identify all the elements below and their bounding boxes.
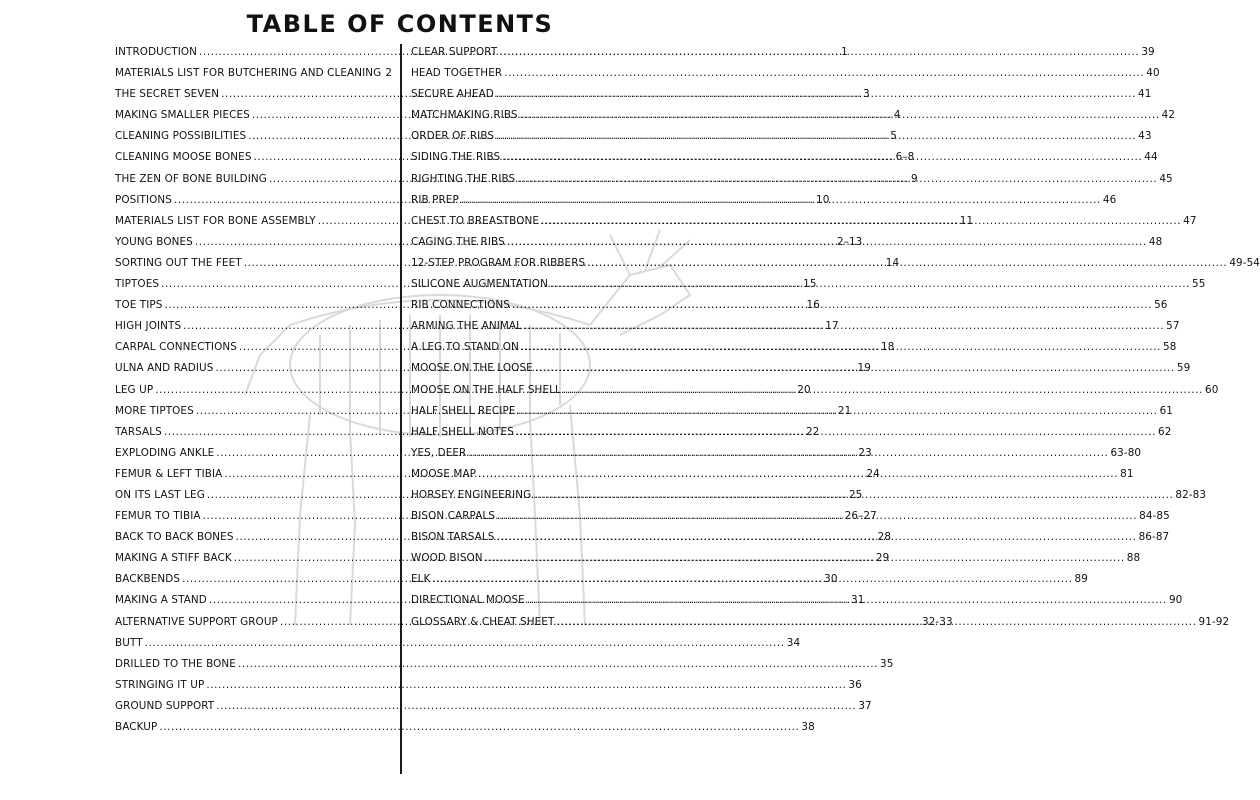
toc-entry-title: BACK TO BACK BONES: [115, 531, 234, 544]
toc-entry-title: TIPTOES: [115, 278, 160, 291]
toc-leader-dots: [507, 236, 1147, 248]
toc-leader-dots: [520, 109, 1160, 121]
toc-entry-page: 23: [858, 446, 872, 459]
toc-entry-page: 90: [1168, 594, 1183, 607]
toc-entry-page: 61: [1159, 404, 1173, 417]
toc-entry-title: SILICONE AUGMENTATION: [411, 278, 548, 291]
toc-entry-title: SIDING THE RIBS: [411, 151, 501, 164]
toc-entry-page: 4: [893, 109, 901, 122]
toc-entry-page: 43: [1138, 130, 1152, 143]
toc-leader-dots: [496, 88, 1136, 100]
toc-leader-dots: [517, 405, 1157, 417]
toc-entry-title: HALF SHELL RECIPE: [411, 404, 516, 417]
toc-entry-title: DRILLED TO THE BONE: [115, 657, 236, 670]
toc-entry-page: 16: [806, 299, 820, 312]
toc-leader-dots: [206, 679, 846, 691]
toc-entry-page: 20: [797, 383, 811, 396]
toc-entry: [115, 699, 872, 721]
toc-entry-page: 35: [880, 657, 894, 670]
toc-entry-page: 63-80: [1110, 446, 1142, 459]
toc-entry-page: 36: [848, 678, 862, 691]
toc-entry-title: THE ZEN OF BONE BUILDING: [115, 172, 267, 185]
toc-entry-title: HORSEY ENGINEERING: [411, 488, 532, 501]
toc-leader-dots: [499, 46, 1139, 58]
toc-entry-page: 17: [825, 320, 839, 333]
toc-entry-page: 88: [1126, 552, 1141, 565]
toc-leader-dots: [521, 341, 1161, 353]
toc-entry-title: ULNA AND RADIUS: [115, 362, 214, 375]
toc-entry-title: FEMUR & LEFT TIBIA: [115, 467, 223, 480]
toc-entry-title: MOOSE MAP: [411, 467, 477, 480]
toc-entry-page: 46: [1102, 193, 1117, 206]
toc-entry-page: 82-83: [1175, 488, 1207, 501]
toc-entry: [411, 88, 1152, 109]
toc-entry-page: 42: [1161, 109, 1176, 122]
toc-entry-page: 2: [385, 67, 393, 80]
toc-entry-page: 25: [848, 488, 863, 501]
toc-entry-title: A LEG TO STAND ON: [411, 341, 519, 354]
toc-leader-dots: [524, 320, 1164, 332]
toc-entry-title: RIB CONNECTIONS: [411, 299, 510, 312]
toc-entry-title: YES, DEER: [411, 446, 467, 459]
toc-entry-page: 5: [890, 130, 897, 143]
toc-entry: [411, 109, 1176, 130]
toc-entry-page: 40: [1146, 67, 1160, 80]
toc-entry-page: 60: [1205, 383, 1219, 396]
toc-entry-page: 55: [1192, 278, 1206, 291]
toc-entry-title: ALTERNATIVE SUPPORT GROUP: [115, 615, 278, 628]
toc-entry-page: 49-54: [1229, 256, 1260, 269]
toc-entry-title: CAGING THE RIBS: [411, 235, 505, 248]
toc-entry-title: MAKING SMALLER PIECES: [115, 109, 250, 122]
toc-entry-page: 2–13: [836, 235, 863, 248]
toc-entry-title: EXPLODING ANKLE: [115, 446, 215, 459]
toc-entry-page: 81: [1120, 467, 1134, 480]
toc-entry-title: MATCHMAKING RIBS: [411, 109, 518, 122]
toc-entry-title: YOUNG BONES: [115, 235, 193, 248]
toc-entry-title: ORDER OF RIBS: [411, 130, 495, 143]
toc-entry-title: 12-STEP PROGRAM FOR RIBBERS: [411, 256, 586, 269]
toc-entry-page: 30: [824, 573, 838, 586]
toc-leader-dots: [497, 510, 1137, 522]
toc-entry-page: 47: [1183, 214, 1197, 227]
toc-entry-title: BISON CARPALS: [411, 510, 496, 523]
toc-entry-page: 44: [1144, 151, 1158, 164]
toc-entry-page: 15: [803, 278, 817, 291]
toc-leader-dots: [485, 552, 1125, 564]
toc-leader-dots: [550, 278, 1190, 290]
toc-entry-title: ARMING THE ANIMAL: [411, 320, 523, 333]
toc-entry-page: 29: [875, 552, 890, 565]
toc-entry-page: 86-87: [1138, 531, 1170, 544]
toc-entry-title: HALF SHELL NOTES: [411, 425, 514, 438]
toc-entry-title: RIGHTING THE RIBS: [411, 172, 516, 185]
toc-entry: [115, 721, 815, 742]
toc-entry-title: SORTING OUT THE FEET: [115, 256, 242, 269]
toc-entry: [411, 46, 1155, 67]
toc-entry-title: CLEAR SUPPORT: [411, 46, 498, 58]
toc-leader-dots: [216, 700, 856, 712]
toc-entry-title: SECURE AHEAD: [411, 88, 494, 101]
toc-entry-title: CLEANING POSSIBILITIES: [115, 130, 247, 143]
toc-entry-title: BISON TARSALS: [411, 531, 495, 544]
toc-entry-title: MAKING A STIFF BACK: [115, 552, 232, 565]
toc-entry-title: GROUND SUPPORT: [115, 699, 215, 712]
toc-entry-title: STRINGING IT UP: [115, 678, 205, 691]
toc-leader-dots: [432, 573, 1072, 585]
toc-entry-page: 89: [1074, 573, 1088, 586]
toc-entry-title: MAKING A STAND: [115, 594, 207, 607]
toc-leader-dots: [159, 721, 799, 733]
toc-entry-title: MATERIALS LIST FOR BUTCHERING AND CLEANING: [115, 67, 382, 80]
toc-entry-page: 9: [910, 172, 918, 185]
toc-leader-dots: [563, 384, 1203, 396]
toc-leader-dots: [468, 447, 1108, 459]
toc-entry-title: DIRECTIONAL MOOSE: [411, 594, 525, 607]
toc-entry-page: 21: [837, 404, 852, 417]
toc-leader-dots: [502, 151, 1142, 163]
toc-entry-title: BUTT: [115, 636, 143, 649]
toc-leader-dots: [478, 468, 1118, 480]
toc-entry-page: 22: [805, 425, 820, 438]
toc-entry: [115, 636, 801, 658]
toc-entry-page: 84-85: [1139, 510, 1170, 523]
toc-entry-title: BACKBENDS: [115, 573, 181, 586]
toc-entry: [115, 678, 862, 700]
toc-entry-page: 45: [1159, 172, 1173, 185]
toc-entry-title: ON ITS LAST LEG: [115, 488, 205, 501]
toc-entry-title: THE SECRET SEVEN: [115, 88, 220, 101]
toc-entry-page: 38: [801, 721, 815, 733]
toc-leader-dots: [517, 173, 1157, 185]
toc-leader-dots: [512, 299, 1152, 311]
toc-leader-dots: [145, 637, 785, 649]
toc-leader-dots: [496, 130, 1136, 142]
toc-entry-title: GLOSSARY & CHEAT SHEET: [411, 615, 555, 628]
toc-leader-dots: [587, 257, 1227, 269]
toc-entry-page: 57: [1166, 320, 1180, 333]
toc-entry: [411, 172, 1173, 194]
toc-entry-page: 56: [1154, 299, 1168, 312]
toc-entry: [411, 67, 1160, 88]
toc-leader-dots: [527, 594, 1167, 606]
toc-leader-dots: [497, 531, 1137, 543]
toc-entry-page: 91-92: [1198, 615, 1230, 628]
toc-leader-dots: [516, 426, 1156, 438]
toc-leader-dots: [556, 616, 1196, 628]
toc-entry-title: TARSALS: [115, 425, 162, 438]
page-title: TABLE OF CONTENTS: [246, 10, 554, 38]
toc-entry-title: LEG UP: [115, 383, 154, 396]
toc-entry-title: RIB PREP: [411, 193, 459, 206]
toc-entry-page: 59: [1176, 362, 1191, 375]
toc-entry-page: 1: [841, 46, 848, 58]
toc-entry-title: MOOSE ON THE HALF SHELL: [411, 383, 561, 396]
toc-entry-page: 37: [858, 699, 872, 712]
toc-entry-title: HEAD TOGETHER: [411, 67, 503, 80]
toc-leader-dots: [533, 489, 1173, 501]
toc-entry-page: 26–27: [844, 510, 877, 523]
toc-entry-page: 48: [1148, 235, 1163, 248]
column-divider: [400, 44, 402, 774]
toc-entry: [115, 67, 393, 88]
toc-entry-title: POSITIONS: [115, 193, 172, 206]
toc-entry-title: INTRODUCTION: [115, 46, 198, 58]
toc-entry-page: 31: [850, 594, 865, 607]
toc-entry-page: 6–8: [895, 151, 915, 164]
toc-leader-dots: [535, 362, 1175, 374]
toc-entry: [411, 130, 1152, 151]
toc-entry-title: CHEST TO BREASTBONE: [411, 214, 540, 227]
toc-entry-page: 32-33: [921, 615, 953, 628]
toc-entry: [115, 657, 894, 679]
toc-entry-page: 62: [1157, 425, 1172, 438]
toc-entry-title: ELK: [411, 573, 431, 586]
toc-leader-dots: [541, 215, 1181, 227]
toc-entry-page: 28: [877, 531, 892, 544]
toc-entry-title: CARPAL CONNECTIONS: [115, 341, 237, 354]
toc-entry-title: MATERIALS LIST FOR BONE ASSEMBLY: [115, 214, 316, 227]
toc-entry-page: 14: [885, 256, 900, 269]
toc-entry-title: FEMUR TO TIBIA: [115, 510, 201, 523]
toc-entry-page: 18: [881, 341, 895, 354]
toc-leader-dots: [461, 194, 1101, 206]
toc-entry-title: TOE TIPS: [115, 299, 163, 312]
toc-entry-page: 34: [786, 636, 801, 649]
toc-entry-title: HIGH JOINTS: [115, 320, 182, 333]
toc-entry-page: 41: [1137, 88, 1152, 101]
toc-entry-page: 24: [866, 467, 880, 480]
toc-entry-title: WOOD BISON: [411, 552, 483, 565]
toc-entry-page: 3: [863, 88, 870, 101]
toc-leader-dots: [504, 67, 1144, 79]
toc-entry-page: 39: [1141, 46, 1155, 58]
toc-entry-title: MOOSE ON THE LOOSE: [411, 362, 533, 375]
toc-entry-title: MORE TIPTOES: [115, 404, 194, 417]
toc-leader-dots: [238, 658, 878, 670]
toc-entry-page: 58: [1163, 341, 1177, 354]
toc-entry-title: BACKUP: [115, 721, 158, 733]
toc-entry-page: 11: [959, 214, 974, 227]
toc-entry-page: 19: [857, 362, 871, 375]
toc-entry-page: 10: [816, 193, 830, 206]
toc-entry-title: CLEANING MOOSE BONES: [115, 151, 252, 164]
